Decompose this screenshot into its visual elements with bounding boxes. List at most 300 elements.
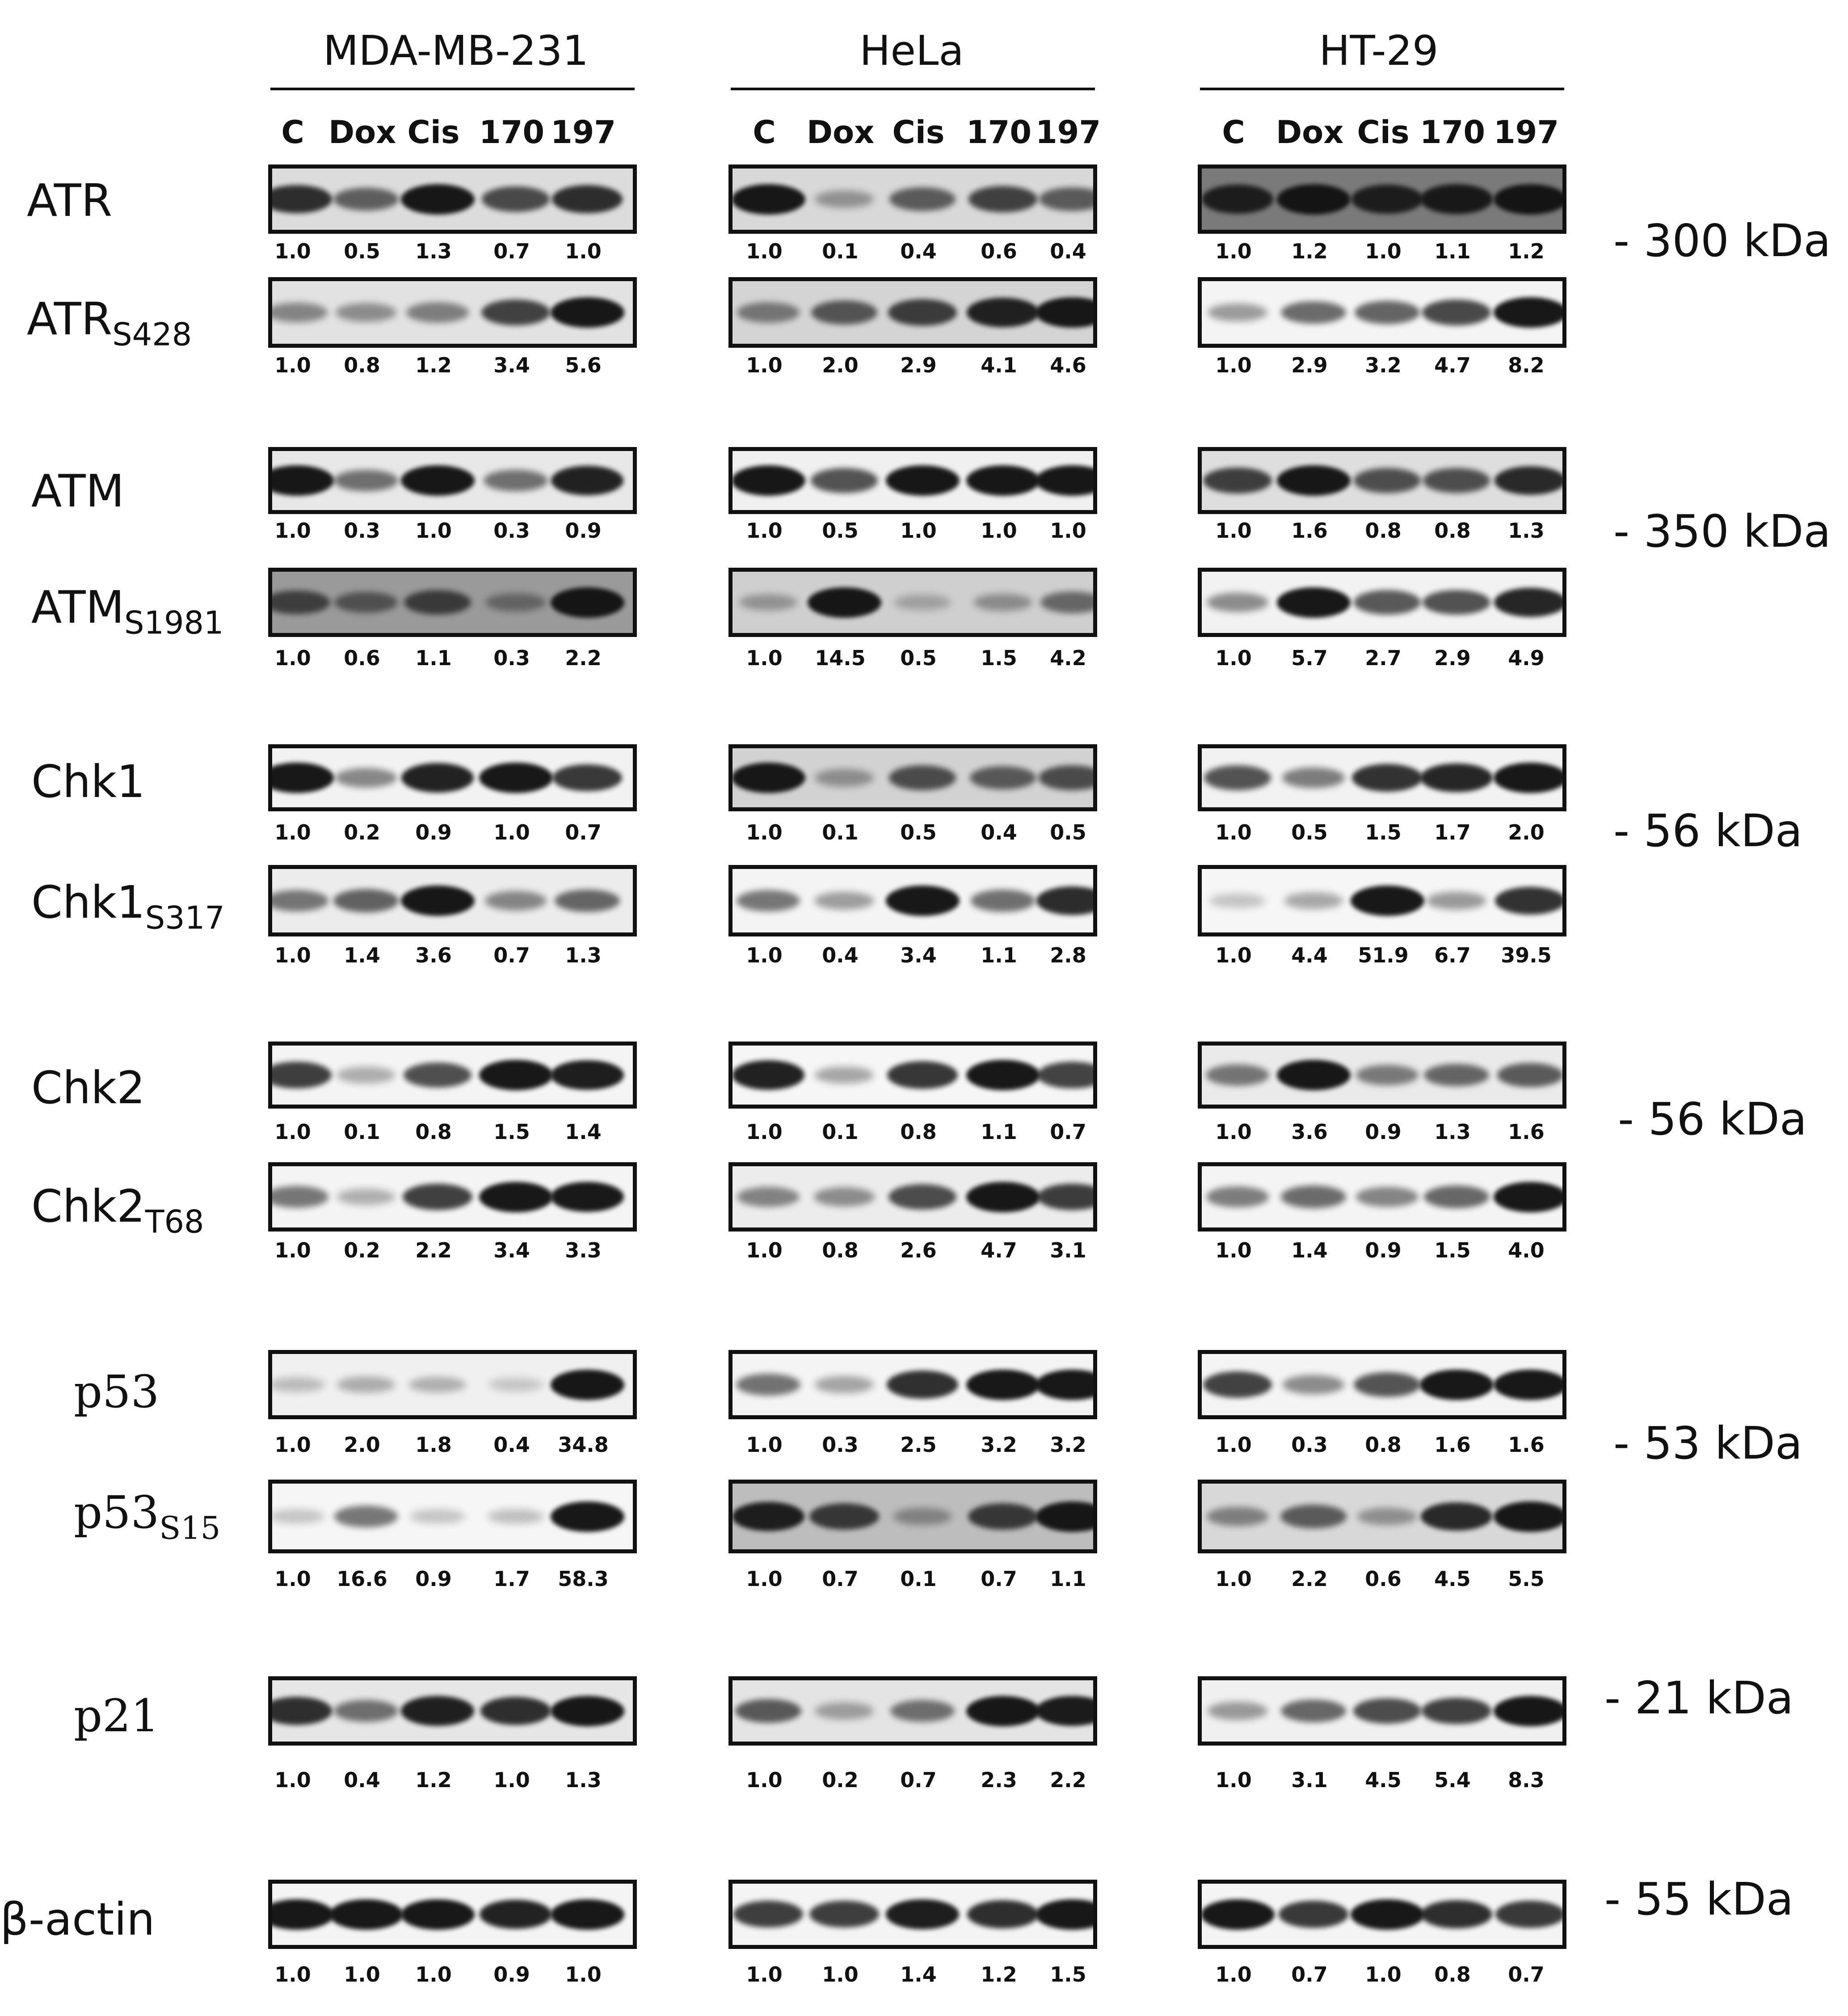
band [1424,1185,1489,1208]
band-quantification: 1.0 [746,1567,783,1591]
lane-label: Dox [807,114,875,151]
band-quantification: 0.4 [900,239,937,263]
band-quantification: 1.0 [274,646,311,670]
band-quantification: 1.1 [981,943,1017,967]
band [732,763,805,793]
band [551,297,624,328]
band-quantification: 0.7 [981,1567,1017,1591]
blot-panel [728,1880,1097,1949]
band-quantification: 4.0 [1508,1238,1545,1262]
band-quantification: 1.0 [900,519,937,543]
band [1277,1060,1351,1090]
blot-panel [1198,1880,1566,1949]
band-quantification: 4.4 [1291,943,1328,967]
band-quantification: 1.7 [1434,820,1471,844]
band-quantification: 0.9 [565,519,602,543]
band-quantification: 1.0 [1215,239,1252,263]
band [488,1509,544,1524]
band [1284,892,1343,909]
band-quantification: 1.3 [565,1768,602,1792]
band [1356,1065,1419,1086]
blot-panel [1198,1162,1566,1232]
band [337,1067,395,1083]
band [1354,1372,1421,1397]
lane-label: C [1222,114,1245,151]
band-quantification: 2.6 [900,1238,937,1262]
band-quantification: 0.3 [493,519,530,543]
blot-panel [728,1042,1097,1109]
lane-label: 197 [1035,114,1101,151]
band [889,187,955,211]
band [737,890,800,911]
band-quantification: 0.6 [1365,1567,1402,1591]
band-quantification: 1.5 [1050,1962,1086,1986]
band [735,1699,801,1723]
band [552,764,623,792]
blot-panel [268,744,637,811]
band-quantification: 1.0 [1215,519,1252,543]
protein-name: Chk2 [31,1180,145,1232]
band-quantification: 1.0 [415,519,452,543]
band [1277,184,1351,215]
band-quantification: 0.8 [415,1120,452,1144]
blot-panel [268,1480,637,1553]
band-quantification: 1.0 [493,820,530,844]
band [815,1702,874,1719]
band-quantification: 0.1 [822,239,859,263]
band [732,465,805,496]
band [1036,1696,1097,1726]
band [1277,465,1351,496]
band-quantification: 0.8 [344,353,380,377]
blot-panel [1198,568,1566,637]
band [815,190,874,208]
band-quantification: 1.0 [274,1238,311,1262]
band-quantification: 2.9 [1291,353,1328,377]
band-quantification: 4.5 [1434,1567,1471,1591]
band [404,1063,471,1088]
band [1277,587,1351,618]
band [966,1370,1040,1400]
band [401,1899,475,1930]
band [551,1370,624,1400]
band-quantification: 1.3 [565,943,602,967]
band-quantification: 1.4 [900,1962,937,1986]
band [1427,892,1487,910]
band [814,892,874,910]
band [337,1189,395,1205]
band-quantification: 0.8 [1365,1433,1402,1457]
protein-label [31,1180,204,1240]
band-quantification: 0.7 [565,820,602,844]
protein-label [74,1366,159,1418]
band [479,1060,553,1090]
band [1209,894,1265,908]
band-quantification: 0.7 [900,1768,937,1792]
band-quantification: 0.7 [1291,1962,1328,1986]
band-quantification: 0.7 [493,943,530,967]
band-quantification: 34.8 [558,1433,609,1457]
band-quantification: 1.0 [274,1567,311,1591]
band-quantification: 1.8 [415,1433,452,1457]
lane-label: 170 [479,114,545,151]
blot-panel [268,865,637,936]
band-quantification: 0.5 [1050,820,1086,844]
band-quantification: 1.0 [274,1962,311,1986]
blot-panel [268,164,637,234]
band [1420,763,1492,793]
band-quantification: 0.8 [900,1120,937,1144]
band [268,1062,332,1088]
band [1494,297,1567,328]
band [268,1186,328,1207]
band [551,1501,624,1532]
band [1037,1184,1097,1210]
band [410,1509,466,1523]
band-quantification: 0.4 [1050,239,1086,263]
blot-panel [1198,164,1566,234]
band [551,1696,624,1726]
blot-panel [728,568,1097,637]
band-quantification: 1.0 [1215,1768,1252,1792]
band [889,765,956,790]
band-quantification: 1.0 [1215,820,1252,844]
band-quantification: 1.5 [981,646,1017,670]
band-quantification: 8.2 [1508,353,1545,377]
band-quantification: 3.1 [1050,1238,1086,1262]
band-quantification: 1.0 [746,1433,783,1457]
band-quantification: 1.0 [1365,1962,1402,1986]
band [1356,1187,1419,1207]
blot-panel [1198,1676,1566,1746]
band [329,1899,403,1930]
protein-label [74,1486,220,1547]
band-quantification: 3.2 [1050,1433,1086,1457]
band-quantification: 0.4 [493,1433,530,1457]
band-quantification: 4.7 [981,1238,1017,1262]
blot-panel [268,277,637,348]
blot-panel [1198,277,1566,348]
blot-panel [728,865,1097,936]
band-quantification: 1.5 [1434,1238,1471,1262]
protein-name: Chk1 [31,876,145,928]
band [1281,301,1346,324]
band [808,587,881,618]
band-quantification: 0.9 [493,1962,530,1986]
band-quantification: 0.9 [1365,1120,1402,1144]
band-quantification: 0.5 [900,646,937,670]
band-quantification: 1.7 [493,1567,530,1591]
band [1036,1899,1098,1930]
band [1036,1501,1098,1532]
band [1207,593,1268,612]
band [1357,1508,1417,1526]
band [333,188,399,211]
band-quantification: 1.0 [565,1962,602,1986]
band [488,1378,543,1392]
band-quantification: 0.3 [344,519,380,543]
band-quantification: 8.3 [1508,1768,1545,1792]
blot-panel [268,447,637,514]
blot-panel [268,1042,637,1109]
blot-panel [728,1480,1097,1553]
band [887,1061,958,1089]
band-quantification: 0.7 [493,239,530,263]
cell-line-title: MDA-MB-231 [323,27,589,75]
band [268,185,332,213]
band [268,303,328,322]
band-quantification: 0.8 [1434,519,1471,543]
band-quantification: 2.2 [1291,1567,1328,1591]
band-quantification: 0.6 [344,646,380,670]
blot-panel [268,1350,637,1419]
band-quantification: 1.3 [415,239,452,263]
protein-name: ATM [31,581,125,633]
band [403,1184,472,1210]
band-quantification: 0.5 [822,519,859,543]
band-quantification: 2.2 [1050,1768,1086,1792]
band-quantification: 0.3 [493,646,530,670]
band [1423,468,1490,493]
band-quantification: 1.0 [746,943,783,967]
phospho-site: T68 [145,1203,204,1240]
band-quantification: 5.7 [1291,646,1328,670]
band [404,590,471,615]
band-quantification: 3.6 [1291,1120,1328,1144]
band [1202,185,1274,213]
band-quantification: 1.0 [274,353,311,377]
blot-panel [1198,1350,1566,1419]
band-quantification: 1.0 [1050,519,1086,543]
band [815,1067,874,1084]
band [551,1060,623,1090]
band [482,186,550,211]
band [1280,1505,1346,1528]
band-quantification: 0.3 [1291,1433,1328,1457]
band [1420,1370,1494,1400]
band [1281,1185,1346,1208]
band-quantification: 1.1 [1434,239,1471,263]
band [1203,468,1272,494]
band [1494,1696,1567,1726]
band-quantification: 1.0 [274,943,311,967]
band [1423,590,1490,615]
band-quantification: 1.0 [746,820,783,844]
band [967,298,1039,327]
band [1203,1371,1272,1398]
band [815,769,874,786]
band-quantification: 16.6 [337,1567,387,1591]
band [1421,1502,1492,1531]
band-quantification: 3.4 [493,353,530,377]
cell-line-title: HeLa [859,27,964,75]
band [1421,1900,1492,1928]
band [894,595,951,610]
band [811,468,878,493]
blot-panel [1198,1042,1566,1109]
band [334,1700,398,1722]
lane-label: Dox [328,114,396,151]
band-quantification: 0.7 [822,1567,859,1591]
band-quantification: 1.3 [1434,1120,1471,1144]
protein-label [74,1690,159,1742]
band [732,1502,805,1531]
band-quantification: 0.5 [344,239,380,263]
band [887,1371,958,1399]
band [268,763,334,793]
band [268,1899,334,1930]
band-quantification: 1.0 [344,1962,380,1986]
protein-name: ATR [27,174,113,227]
band [481,299,550,325]
band [334,470,398,492]
band-quantification: 2.0 [822,353,859,377]
band [1039,765,1097,790]
band [336,303,396,322]
blot-panel [728,447,1097,514]
band-quantification: 14.5 [815,646,866,670]
band-quantification: 1.2 [415,353,452,377]
band-quantification: 1.6 [1434,1433,1471,1457]
lane-label: 197 [1493,114,1559,151]
cell-line-title: HT-29 [1319,27,1439,75]
band-quantification: 2.9 [1434,646,1471,670]
protein-name: p53 [74,1366,160,1418]
band-quantification: 2.3 [981,1768,1017,1792]
band-quantification: 3.3 [565,1238,602,1262]
band-quantification: 1.4 [1291,1238,1328,1262]
band [406,302,468,322]
band [1207,1507,1268,1527]
band-quantification: 2.5 [900,1433,937,1457]
band-quantification: 1.5 [1365,820,1402,844]
band [966,465,1040,496]
phospho-site: S1981 [124,604,224,641]
band-quantification: 5.5 [1508,1567,1545,1591]
blot-panel [728,1350,1097,1419]
blot-panel [728,164,1097,234]
band [1206,1064,1269,1086]
band [1351,185,1423,213]
band-quantification: 1.0 [274,1768,311,1792]
band [334,1506,398,1527]
band [1351,1899,1424,1930]
band [886,886,960,916]
band [1494,184,1567,215]
band-quantification: 4.5 [1365,1768,1402,1792]
band-quantification: 1.0 [746,646,783,670]
blot-panel [1198,865,1566,936]
blot-panel [1198,744,1566,811]
band [335,768,397,788]
band [479,763,553,793]
lane-label: 170 [1419,114,1486,151]
band-quantification: 58.3 [558,1567,609,1591]
band [1206,1186,1269,1207]
band [1036,886,1097,915]
band [1279,1901,1349,1928]
band-quantification: 4.6 [1050,353,1086,377]
band-quantification: 0.5 [1291,820,1328,844]
band [966,1060,1040,1090]
band [333,889,399,912]
band [968,186,1037,212]
band-quantification: 0.4 [822,943,859,967]
band-quantification: 1.0 [1215,353,1252,377]
band [736,1374,800,1396]
band [551,587,624,618]
band-quantification: 1.0 [746,353,783,377]
band-quantification: 1.0 [1215,646,1252,670]
band [1036,297,1098,328]
protein-label [31,581,224,641]
band [268,465,334,496]
band [1494,763,1567,793]
protein-label [31,755,145,808]
band [1494,1182,1567,1212]
band [1281,1700,1346,1722]
band-quantification: 0.2 [822,1768,859,1792]
protein-label [31,876,225,936]
band [1282,768,1345,789]
band-quantification: 1.0 [746,1120,783,1144]
molecular-weight-marker: - 56 kDa [1613,805,1803,857]
band [552,185,623,213]
band-quantification: 1.2 [1508,239,1545,263]
band [739,594,797,611]
band-quantification: 2.2 [565,646,602,670]
band-quantification: 0.1 [900,1567,937,1591]
protein-label [27,293,192,353]
band-quantification: 2.0 [1508,820,1545,844]
band-quantification: 1.0 [746,239,783,263]
blot-panel [1198,1480,1566,1553]
band-quantification: 1.0 [1215,943,1252,967]
band-quantification: 1.5 [493,1120,530,1144]
molecular-weight-marker: - 350 kDa [1613,505,1831,557]
band-quantification: 1.2 [415,1768,452,1792]
band-quantification: 1.0 [274,519,311,543]
band-quantification: 0.8 [822,1238,859,1262]
band-quantification: 4.9 [1508,646,1545,670]
band-quantification: 6.7 [1434,943,1471,967]
band-quantification: 1.0 [1365,239,1402,263]
band [1036,1370,1098,1400]
band [886,1899,959,1929]
band-quantification: 5.4 [1434,1768,1471,1792]
band-quantification: 2.7 [1365,646,1402,670]
band [1283,1375,1344,1395]
band-quantification: 2.8 [1050,943,1086,967]
molecular-weight-marker: - 56 kDa [1618,1093,1807,1145]
blot-panel [728,1162,1097,1232]
band [268,590,330,615]
band-quantification: 1.0 [274,820,311,844]
band [1494,1370,1567,1400]
protein-name: p53 [74,1486,160,1539]
lane-label: Cis [1357,114,1410,151]
blot-panel [1198,447,1566,514]
band-quantification: 0.1 [822,1120,859,1144]
band [814,1187,875,1206]
band-quantification: 1.0 [274,239,311,263]
lane-label: C [281,114,304,151]
band-quantification: 4.7 [1434,353,1471,377]
band [890,1700,954,1722]
band-quantification: 1.4 [344,943,380,967]
band-quantification: 1.1 [981,1120,1017,1144]
band-quantification: 39.5 [1501,943,1552,967]
